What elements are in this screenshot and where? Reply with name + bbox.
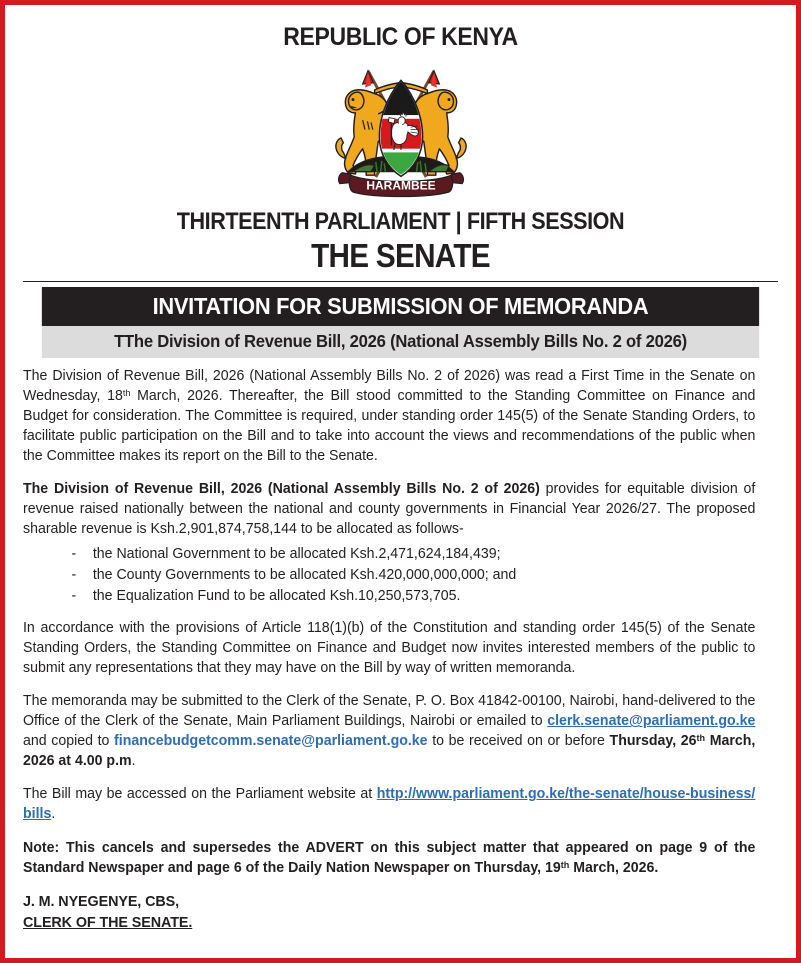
paragraph-first-reading xyxy=(23,367,755,467)
signature-block xyxy=(23,892,755,934)
bill-name-bold: The Division of Revenue Bill, 2026 (National Assembly Bills No. 2 of 2026) xyxy=(23,481,540,498)
parliament-session-title: THIRTEENTH PARLIAMENT | FIFTH SESSION xyxy=(176,208,625,235)
kenya-coat-of-arms-icon xyxy=(311,54,491,204)
invitation-banner: INVITATION FOR SUBMISSION OF MEMORANDA xyxy=(42,287,759,326)
para2-rest: provides for equitable division of revenue raised nationally between the national and county governments in Financial Year 2026/27. The proposed sharable revenue is Ksh.2,901,874,758,144 to be allocated as follows- xyxy=(23,481,756,538)
note-ordinal-suffix: th xyxy=(560,860,570,871)
deadline-ordinal-suffix: th xyxy=(696,733,706,744)
signatory-title: CLERK OF THE SENATE. xyxy=(23,914,193,931)
para4-part-b: and copied to xyxy=(23,733,115,750)
bill-subtitle-banner: TThe Division of Revenue Bill, 2026 (National Assembly Bills No. 2 of 2026) xyxy=(42,326,759,358)
house-title: THE SENATE xyxy=(311,237,490,274)
note-part-b: March, 2026. xyxy=(569,860,659,877)
page-title-republic: REPUBLIC OF KENYA xyxy=(283,23,518,51)
coat-of-arms xyxy=(23,54,778,204)
signatory-name: J. M. NYEGENYE, CBS, xyxy=(23,893,179,910)
para1-part-b: March, 2026. Thereafter, the Bill stood committed to the Standing Committee on Finance and Budget for consideration. The Committee is required, under standing order 145(5) of the Senate Standing Orders, to facilitate public participation on the Bill and to take into account the views and recommendations of the public when the Committee makes its report on the Bill to the Senate. xyxy=(23,388,756,465)
parliament-website-link[interactable]: http://www.parliament.go.ke/the-senate/house-business/bills xyxy=(23,786,756,823)
list-item: - the Equalization Fund to be allocated Ksh.10,250,573,705. xyxy=(68,586,756,607)
header-divider xyxy=(23,281,778,282)
paragraph-submission-details xyxy=(23,692,755,772)
para5-part-a: The Bill may be accessed on the Parliament website at xyxy=(23,786,377,803)
para5-part-b: . xyxy=(51,806,56,823)
page-content xyxy=(5,5,796,958)
advert-body xyxy=(23,367,755,933)
note-paragraph xyxy=(23,838,755,878)
deadline-part-b: March, 2026 at 4.00 p.m xyxy=(23,733,756,770)
finance-budget-email-link[interactable]: financebudgetcomm.senate@parliament.go.ke xyxy=(114,733,428,750)
paragraph-public-participation: In accordance with the provisions of Article 118(1)(b) of the Constitution and standing order 145(5) of the Senate Standing Orders, the Standing Committee on Finance and Budget now invites interested members of the public to submit any representations that they may have on the Bill by way of written memoranda. xyxy=(23,620,756,677)
deadline-part-a: Thursday, 26 xyxy=(609,733,697,750)
para4-part-a: The memoranda may be submitted to the Clerk of the Senate, P. O. Box 41842-00100, Nairobi, hand-delivered to the Office of the Clerk of the Senate, Main Parliament Buildings, Nairobi or emailed to xyxy=(23,693,756,730)
allocation-list xyxy=(23,544,755,606)
clerk-email-link[interactable]: clerk.senate@parliament.go.ke xyxy=(547,713,756,730)
para4-part-c: to be received on or before xyxy=(427,733,610,750)
paragraph-website-access xyxy=(23,785,755,825)
list-item: - the National Government to be allocated Ksh.2,471,624,184,439; xyxy=(68,544,756,565)
para4-part-d: . xyxy=(131,753,136,770)
paragraph-revenue-division xyxy=(23,480,755,540)
list-item: - the County Governments to be allocated Ksh.420,000,000,000; and xyxy=(68,565,756,586)
para1-ordinal-suffix: th xyxy=(122,388,131,399)
note-part-a: Note: This cancels and supersedes the ADVERT on this subject matter that appeared on page 9 of the Standard Newspaper and page 6 of the Daily Nation Newspaper on Thursday, 19 xyxy=(23,840,756,877)
harambee-text: HARAMBEE xyxy=(365,178,436,193)
para1-part-a: The Division of Revenue Bill, 2026 (National Assembly Bills No. 2 of 2026) was read a First Time in the Senate on Wednesday, 18 xyxy=(23,368,756,405)
